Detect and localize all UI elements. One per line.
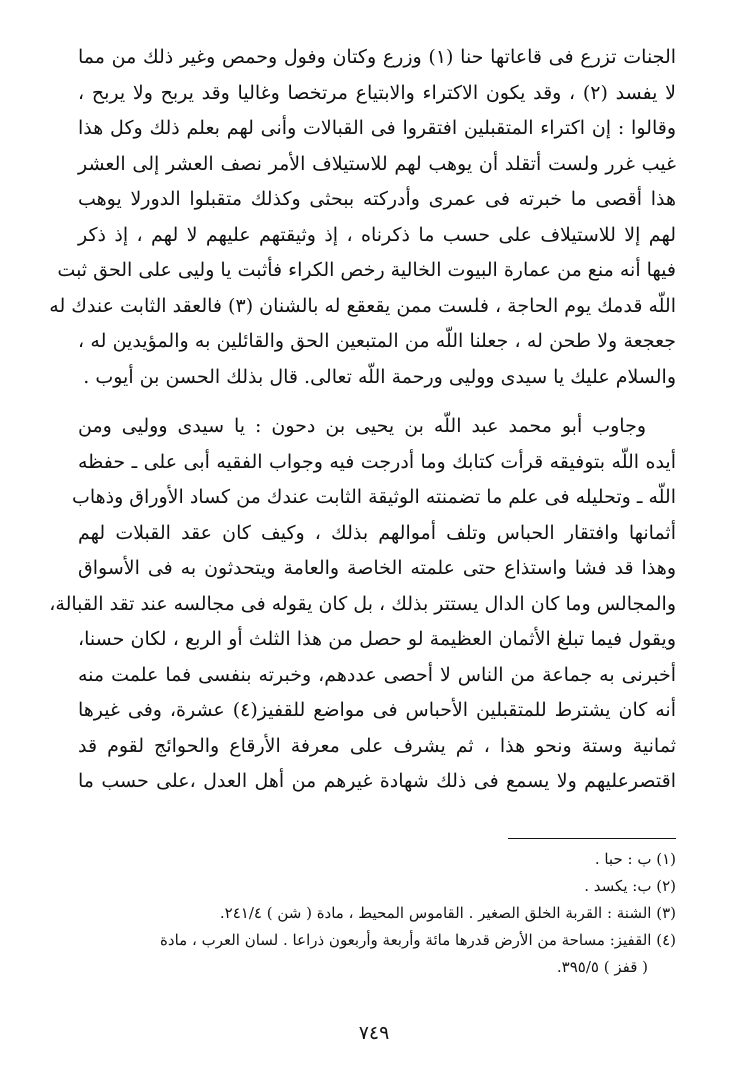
text-line: اللّه قدمك يوم الحاجة ، فلست ممن يقعقع له بالشنان (٣) فالعقد الثابت عندك له bbox=[49, 294, 676, 317]
text-line: جعجعة ولا طحن له ، جعلنا اللّه من المتبعين الحق والقائلين به والمؤيدين له ، bbox=[78, 330, 676, 352]
footnote: (١) ب : حبا . bbox=[594, 850, 676, 868]
text-line: اللّه ـ وتحليله فى علم ما تضمنته الوثيقة الثابت عندك من كساد الأوراق وذهاب bbox=[71, 486, 676, 508]
text-line: والسلام عليك يا سيدى ووليى ورحمة اللّه تعالى. قال بذلك الحسن بن أيوب . bbox=[83, 365, 676, 388]
page-number: ٧٤٩ bbox=[358, 1022, 390, 1044]
paragraph-gap bbox=[78, 395, 676, 409]
footnote: (٣) الشنة : القربة الخلق الصغير . القاموس المحيط ، مادة ( شن ) ٢٤١/٤. bbox=[219, 904, 676, 922]
text-line: أيده اللّه بتوفيقه قرأت كتابك وما أدرجت فيه وجواب الفقيه أبى على ـ حفظه bbox=[78, 450, 676, 473]
text-line: والمجالس وما كان الدال يستتر بذلك ، بل كان يقوله فى مجالسه عند تقد القبالة، bbox=[49, 592, 676, 615]
footnote-continuation: ( قفز ) ٣٩٥/٥. bbox=[556, 958, 648, 976]
text-line: اقتصرعليهم ولا يسمع فى ذلك شهادة غيرهم من أهل العدل ،على حسب ما bbox=[78, 770, 676, 792]
text-line: لا يفسد (٢) ، وقد يكون الاكتراء والابتياع مرتخصا وغاليا وقد يربح ولا يربح ، bbox=[78, 81, 677, 104]
text-line: الجنات تزرع فى قاعاتها حنا (١) وزرع وكتان وفول وحمص وغير ذلك من مما bbox=[78, 46, 677, 68]
paragraph-2 bbox=[49, 409, 676, 800]
text-line: ويقول فيما تبلغ الأثمان العظيمة لو حصل من هذا الثلث أو الربع ، لكان حسنا، bbox=[78, 628, 676, 650]
text-line: هذا أقصى ما خبرته فى عمرى وأدركته ببحثى وكذلك متقبلوا الدورلا يوهب bbox=[78, 188, 676, 210]
text-line: ثمانية وستة ونحو هذا ، ثم يشرف على معرفة الأرقاع والحوائج لقوم قد bbox=[78, 734, 676, 757]
text-line: وهذا قد فشا واستذاع حتى علمته الخاصة والعامة ويتحدثون به فى الأسواق bbox=[78, 557, 676, 579]
text-line: وقالوا : إن اكتراء المتقبلين افتقروا فى القبالات وأنى لهم بعلم ذلك وكل هذا bbox=[78, 117, 676, 139]
text-line: وجاوب أبو محمد عبد اللّه بن يحيى بن دحون : يا سيدى ووليى ومن bbox=[78, 415, 646, 437]
text-line: لهم إلا للاستيلاف على حسب ما ذكرناه ، إذ وثيقتهم عليهم لا لهم ، إذ ذكر bbox=[78, 223, 676, 246]
footnote-divider bbox=[508, 838, 676, 839]
text-line: أخبرنى به جماعة من الناس لا أحصى عددهم، وخبرته بنفسى فما علمت منه bbox=[78, 663, 676, 686]
main-text bbox=[49, 40, 677, 800]
text-line: غيب غرر ولست أتقلد أن يوهب لهم للاستيلاف الأمر نصف العشر إلى العشر bbox=[78, 152, 676, 175]
text-line: أنه كان يشترط للمتقبلين الأحباس فى مواضع للقفيز(٤) عشرة، وفى غيرها bbox=[78, 699, 676, 721]
footnote: (٢) ب: يكسد . bbox=[584, 877, 676, 895]
paragraph-1 bbox=[49, 40, 677, 395]
text-line: أثمانها وافتقار الحباس وتلف أموالهم بذلك ، وكيف كان عقد القبلات لهم bbox=[78, 521, 676, 544]
footnotes bbox=[78, 846, 676, 981]
text-line: فيها أنه منع من عمارة البيوت الخالية رخص الكراء فأثبت يا وليى على الحق ثبت bbox=[57, 259, 676, 281]
footnote: (٤) القفيز: مساحة من الأرض قدرها مائة وأربعة وأربعون ذراعا . لسان العرب ، مادة bbox=[160, 931, 676, 949]
